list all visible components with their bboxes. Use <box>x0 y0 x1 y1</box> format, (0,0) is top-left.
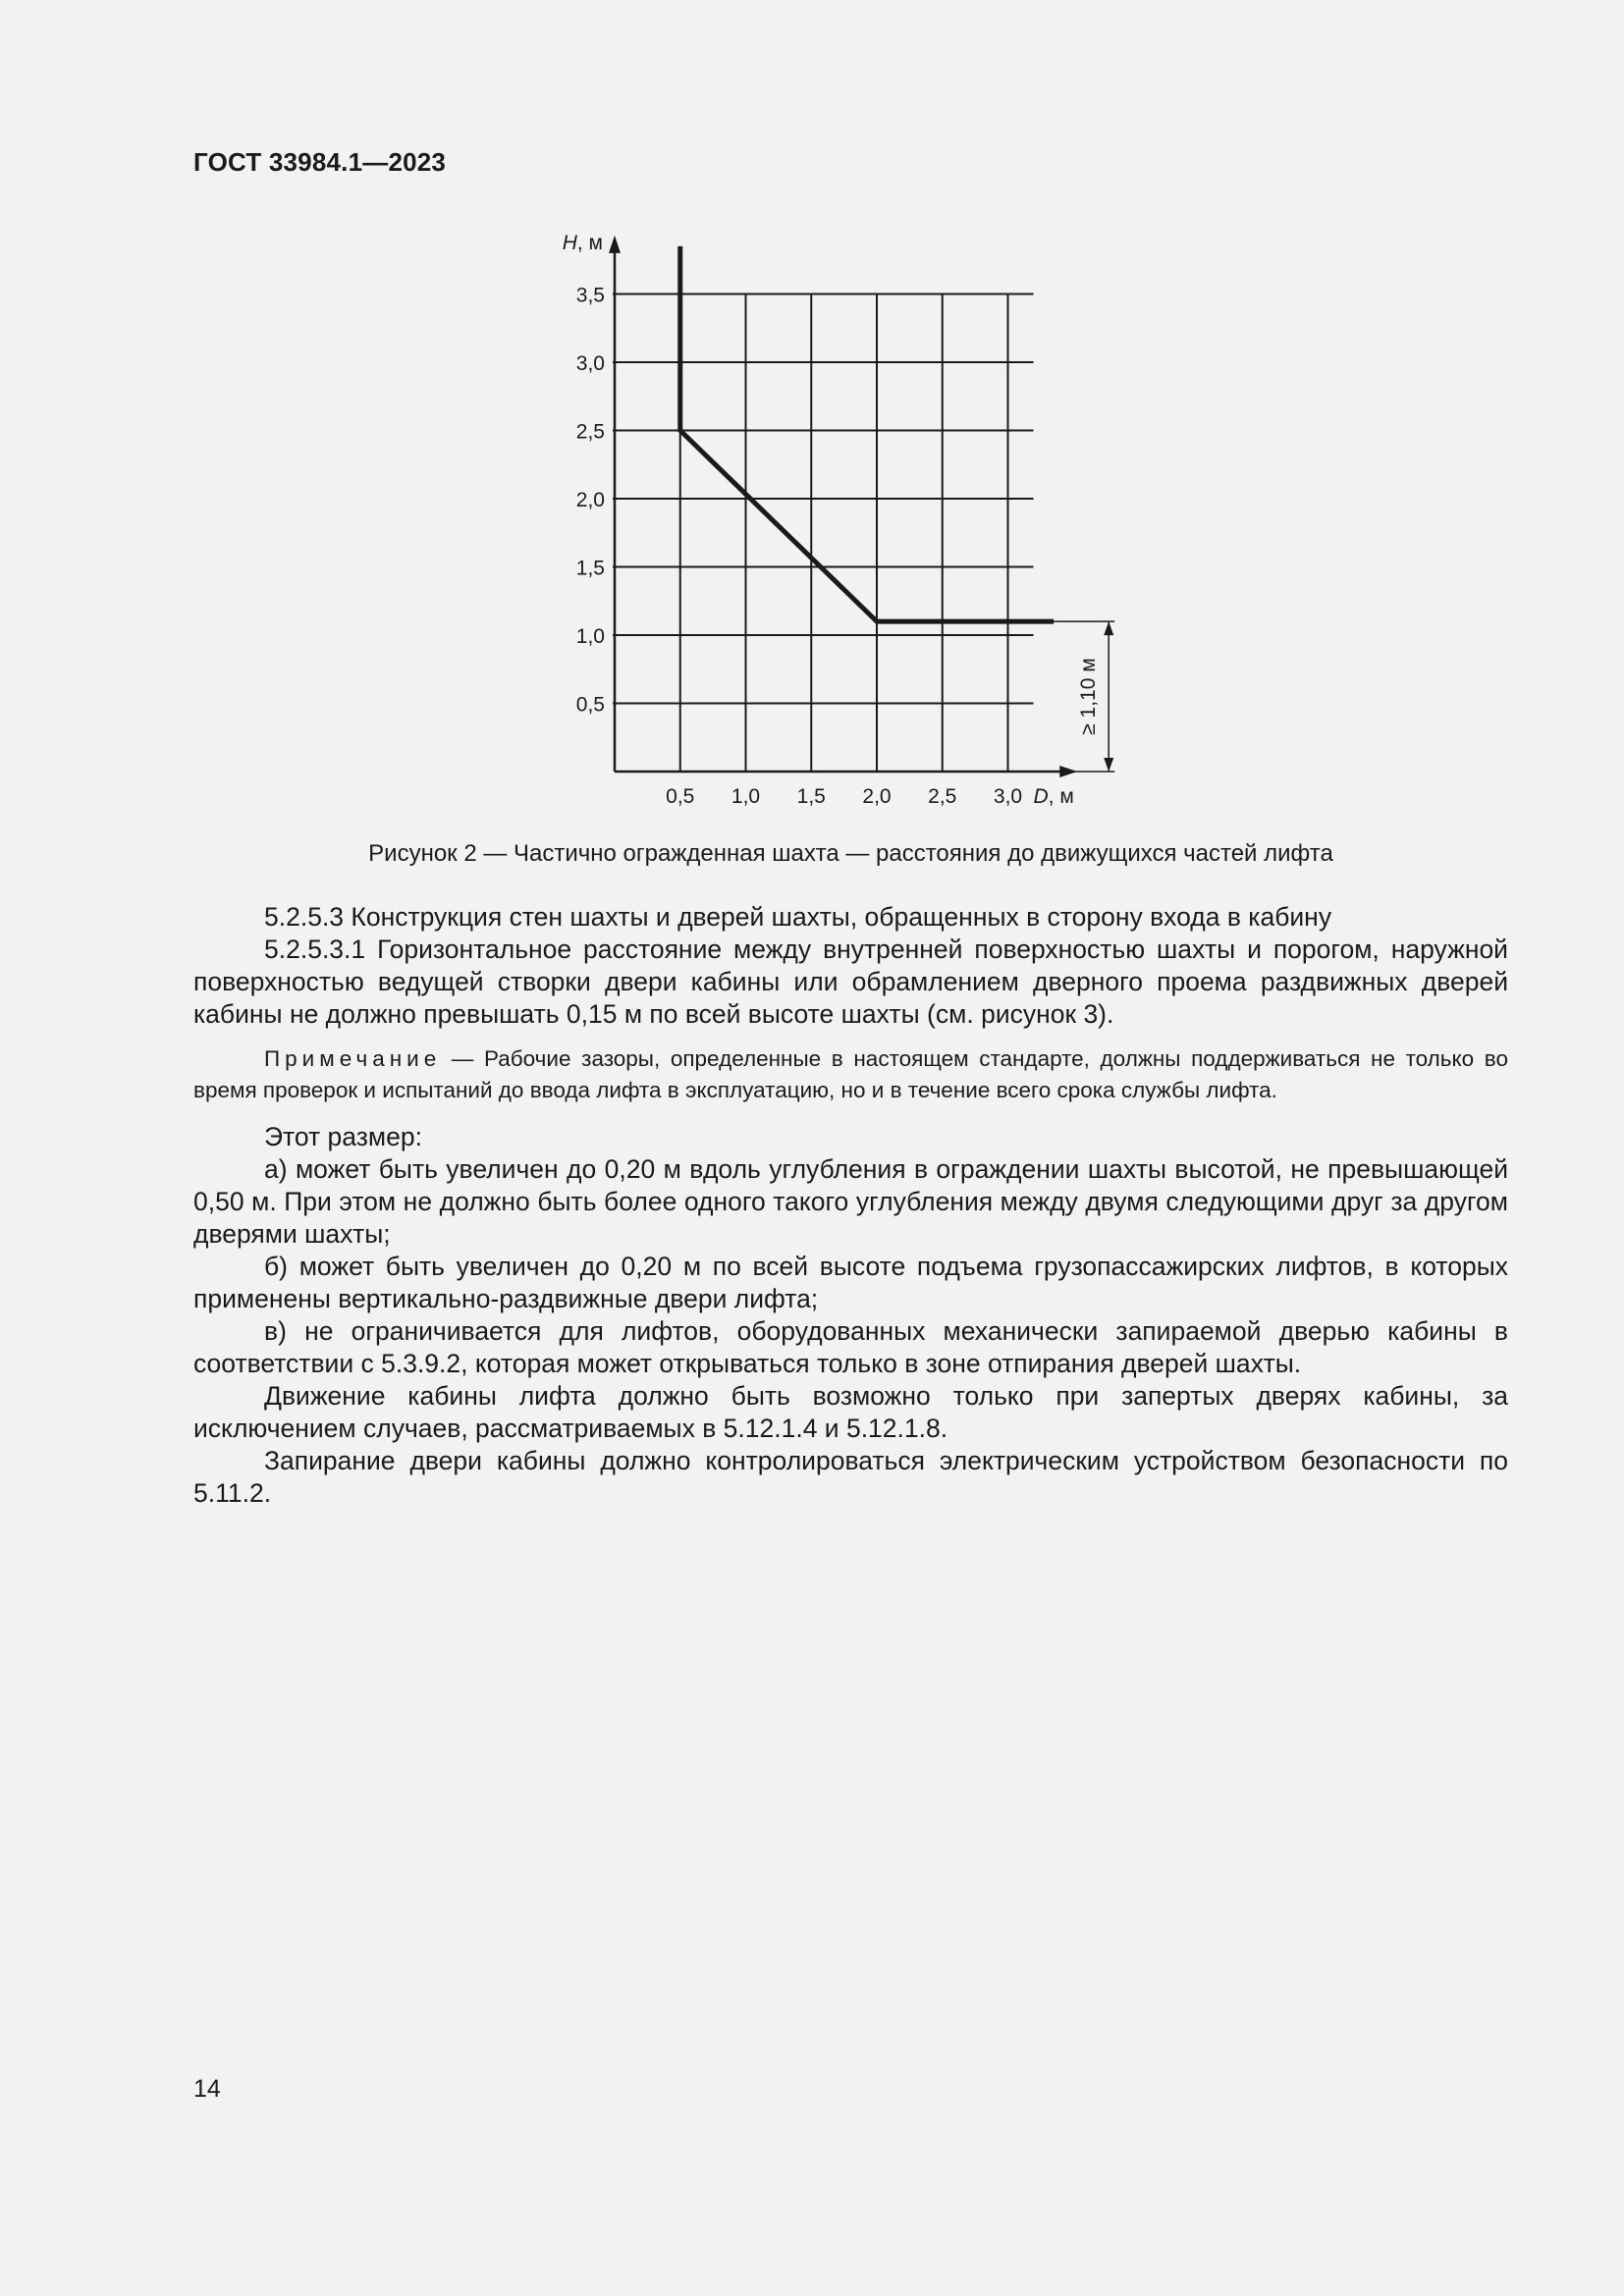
x-tick-label: 2,0 <box>862 785 892 808</box>
y-axis-label: H, м <box>562 231 603 254</box>
note-text: — Рабочие зазоры, определенные в настоящем стандарте, должны поддерживаться не только во время проверок и испытаний до ввода лифта в эксплуатацию, но и в течение всего срока службы лифта. <box>193 1046 1508 1102</box>
y-tick-label: 3,5 <box>575 284 605 307</box>
list-item-c: в) не ограничивается для лифтов, оборудованных механически запираемой дверью кабины в соответствии с 5.3.9.2, которая может открываться только в зоне отпирания дверей шахты. <box>193 1316 1508 1378</box>
figure-caption: Рисунок 2 — Частично огражденная шахта — расстояния до движущихся частей лифта <box>368 840 1333 867</box>
x-tick-label: 0,5 <box>666 785 695 808</box>
dimension-arrow-bottom <box>1104 758 1113 772</box>
cabin-movement-paragraph: Движение кабины лифта должно быть возможно только при запертых дверях кабины, за исключением случаев, рассматриваемых в 5.12.1.4 и 5.12.1.8. <box>193 1381 1508 1443</box>
page-number: 14 <box>193 2075 221 2103</box>
note-paragraph <box>193 1043 1508 1106</box>
list-item-b: б) может быть увеличен до 0,20 м по всей высоте подъема грузопассажирских лифтов, в которых применены вертикально-раздвижные двери лифта; <box>193 1252 1508 1313</box>
y-tick-label: 1,5 <box>575 557 605 580</box>
y-tick-label: 3,0 <box>575 352 605 375</box>
x-tick-label: 2,5 <box>928 785 957 808</box>
x-tick-label: 1,0 <box>731 785 761 808</box>
y-tick-label: 1,0 <box>575 625 605 648</box>
door-locking-paragraph: Запирание двери кабины должно контролироваться электрическим устройством безопасности по 5.11.2. <box>193 1446 1508 1508</box>
boundary-line <box>680 246 1054 621</box>
clause-5-2-5-3: 5.2.5.3 Конструкция стен шахты и дверей шахты, обращенных в сторону входа в кабину <box>264 902 1332 932</box>
document-code-header: ГОСТ 33984.1—2023 <box>193 147 447 177</box>
distance-chart <box>530 216 1159 825</box>
clause-5-2-5-3-1: 5.2.5.3.1 Горизонтальное расстояние между внутренней поверхностью шахты и порогом, наружной поверхностью ведущей створки двери кабины или обрамлением дверного проема раздвижных дверей кабины не должно превышать 0,15 м по всей высоте шахты (см. рисунок 3). <box>193 934 1508 1029</box>
document-body <box>193 901 1508 1510</box>
dimension-arrow-top <box>1104 621 1113 635</box>
x-axis-label: D, м <box>1033 785 1074 808</box>
dimension-label: ≥ 1,10 м <box>1077 658 1101 735</box>
y-tick-label: 0,5 <box>575 693 605 717</box>
x-tick-label: 3,0 <box>993 785 1023 808</box>
list-item-a: а) может быть увеличен до 0,20 м вдоль углубления в ограждении шахты высотой, не превышающей 0,50 м. При этом не должно быть более одного такого углубления между двумя следующими друг за другом дверями шахты; <box>193 1154 1508 1249</box>
note-label: Примечание <box>264 1046 442 1071</box>
y-tick-label: 2,0 <box>575 489 605 511</box>
y-tick-label: 2,5 <box>575 420 605 444</box>
x-tick-label: 1,5 <box>796 785 826 808</box>
size-intro: Этот размер: <box>264 1122 422 1151</box>
y-axis-arrow <box>609 236 621 253</box>
